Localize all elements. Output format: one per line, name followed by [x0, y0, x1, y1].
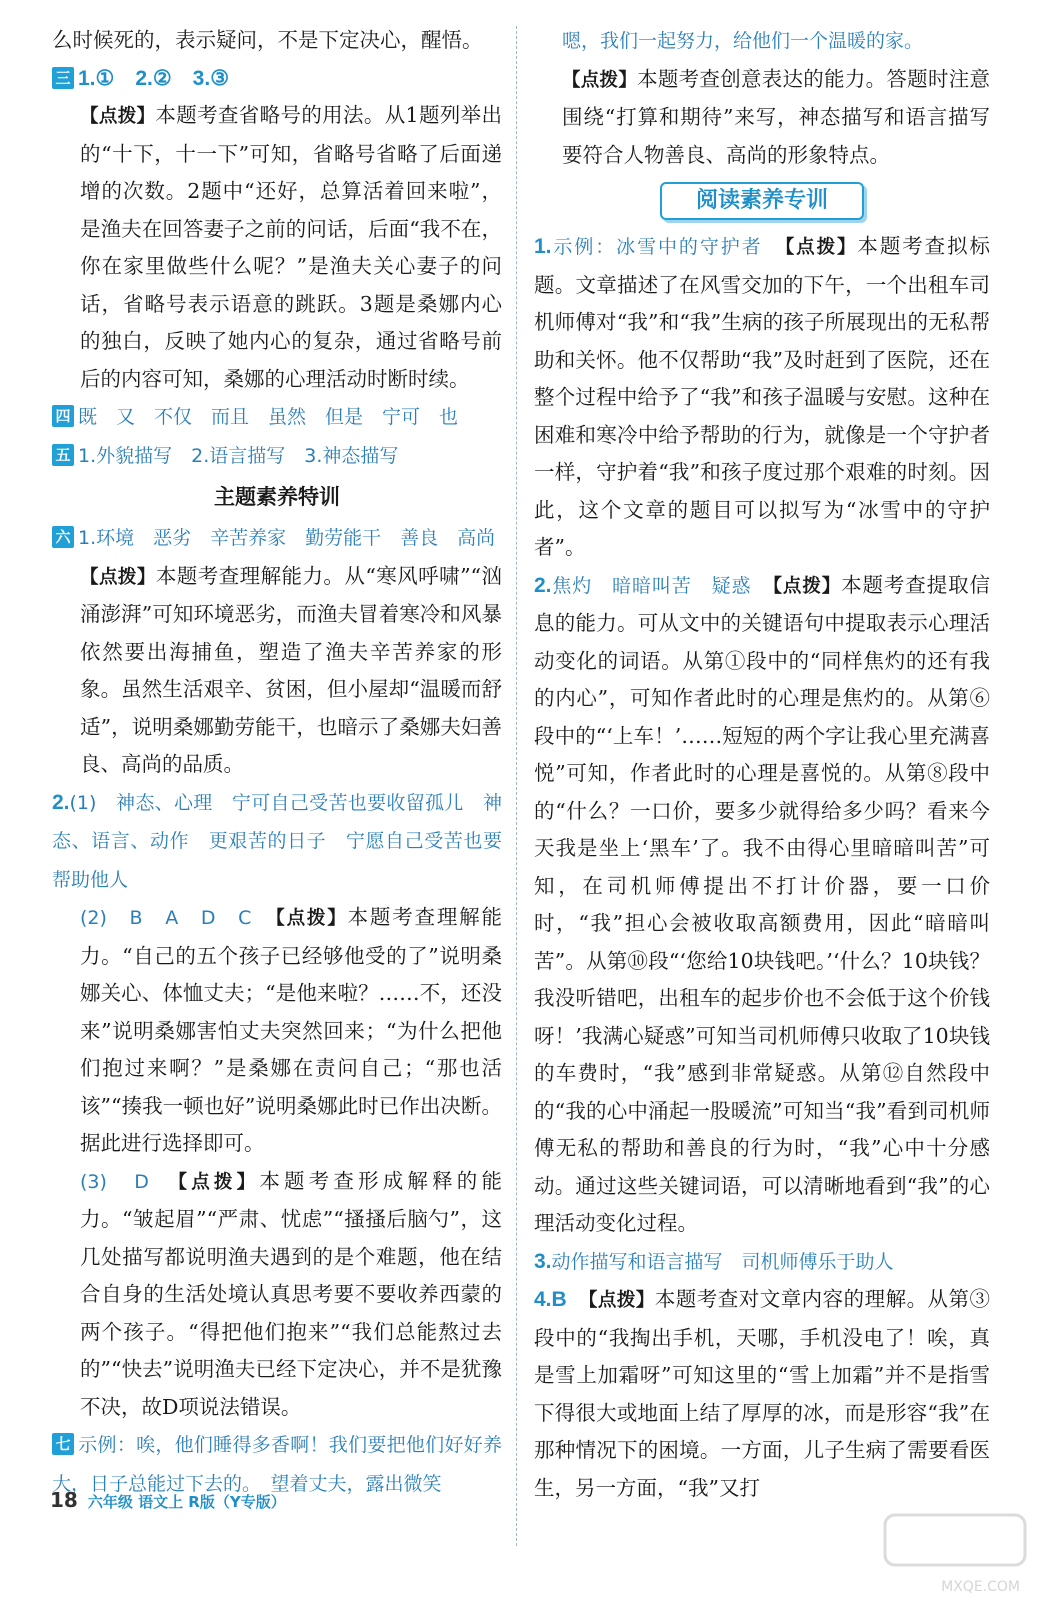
- tip-label: 【点拨】: [785, 237, 858, 258]
- section-title: 主题素养特训: [214, 485, 340, 509]
- section-mark: 六: [52, 526, 74, 548]
- tip-text: 本题考查拟标题。文章描述了在风雪交加的下午，一个出租车司机师傅对“我”和“我”生病的孩子所展现出的无私帮助和关怀。他不仅帮助“我”及时赶到了医院，还在整个过程中给予了“我”和孩子温暖与安慰。这种在困难和寒冷中给予帮助的行为，就像是一个守护者一样，守护着“我”和孩子度过那个艰难的时刻。因此，这个文章的题目可以拟写为“冰雪中的守护者”。: [534, 234, 990, 559]
- text-line: 么时候死的，表示疑问，不是下定决心，醒悟。: [52, 28, 483, 52]
- tip-label: 【点拨】: [588, 1290, 655, 1311]
- answer: 1.① 2.② 3.③: [78, 66, 230, 90]
- tip-label: 【点拨】: [562, 69, 638, 91]
- tip-text: 本题考查形成解释的能力。“皱起眉”“严肃、忧虑”“搔搔后脑勺”，这几处描写都说明渔夫遇到的是个难题，他在结合自身的生活处境认真思考要不要收养西蒙的两个孩子。“得把他们抱来”“我们总能熬过去的”“快去”说明渔夫已经下定决心，并不是犹豫不决，故D项说法错误。: [80, 1168, 502, 1419]
- tip-text: 本题考查对文章内容的理解。从第③段中的“我掏出手机，天哪，手机没电了！唉，真是雪上加霜呀”可知这里的“雪上加霜”并不是指雪下得很大或地面上结了厚厚的冰，而是形容“我”在那种情况下的困境。一方面，儿子生病了需要看医生，另一方面，“我”又打: [534, 1287, 991, 1500]
- tip-label: 【点拨】: [177, 1171, 260, 1193]
- tip-label: 【点拨】: [275, 908, 348, 929]
- question-number: 3.: [534, 1249, 552, 1273]
- watermark-logo: [880, 1510, 1030, 1595]
- tip-text: 本题考查理解能力。“自己的五个孩子已经够他受的了”说明桑娜关心、体恤丈夫；“是他来啦？……不，还没来”说明桑娜害怕丈夫突然回来；“为什么把他们抱过来啊？”是桑娜在责问自己；“那也活该”“揍我一顿也好”说明桑娜此时已作出决断。据此进行选择即可。: [80, 905, 502, 1155]
- answer: (1) 神态、心理 宁可自己受苦也要收留孤儿 神态、语言、动作 更艰苦的日子 宁愿自己受苦也要帮助他人: [52, 791, 502, 891]
- answer: B: [551, 1288, 567, 1311]
- tip-text: 本题考查理解能力。从“寒风呼啸”“汹涌澎湃”可知环境恶劣，而渔夫冒着寒冷和风暴依然要出海捕鱼，塑造了渔夫辛苦养家的形象。虽然生活艰辛、贫困，但小屋却“温暖而舒适”，说明桑娜勤劳能干，也暗示了桑娜夫妇善良、高尚的品质。: [80, 563, 502, 776]
- answer: 焦灼 暗暗叫苦 疑惑: [551, 574, 752, 597]
- answer: 动作描写和语言描写 司机师傅乐于助人: [551, 1250, 894, 1273]
- tip: [52, 97, 502, 398]
- left-column: [52, 22, 502, 1503]
- answer: 嗯，我们一起努力，给他们一个温暖的家。: [562, 30, 924, 52]
- section-four: [52, 398, 502, 437]
- answer: 1.环境 恶劣 辛苦养家 勤劳能干 善良 高尚: [78, 527, 496, 549]
- question-2-part-3: [52, 1163, 502, 1427]
- question-2-part-1: [52, 784, 502, 900]
- book-label: 六年级 语文上 R版（Y专版）: [87, 1493, 286, 1511]
- section-five: [52, 437, 502, 476]
- answer-line: [534, 22, 990, 61]
- right-column: [534, 22, 990, 1507]
- reading-q1: [534, 228, 990, 567]
- answer: 既 又 不仅 而且 虽然 但是 宁可 也: [78, 406, 459, 428]
- answer: 1.外貌描写 2.语言描写 3.神态描写: [78, 444, 399, 467]
- question-number: 2.: [534, 573, 552, 597]
- watermark-badge-icon: [880, 1510, 1030, 1570]
- question-2-part-2: [52, 899, 502, 1163]
- question-number: 2.: [52, 790, 70, 814]
- tip: [534, 61, 990, 175]
- question-number: 4.: [534, 1288, 552, 1311]
- tip-text: 本题考查提取信息的能力。可从文中的关键语句中提取表示心理活动变化的词语。从第①段中的“同样焦灼的还有我的内心”，可知作者此时的心理是焦灼的。从第⑥段中的“‘上车！’……短短的两个字让我心里充满喜悦”可知，作者此时的心理是喜悦的。从第⑧段中的“什么？一口价，要多少就得给多少吗？看来今天我是坐上‘黑车’了。我不由得心里暗暗叫苦”可知，在司机师傅提出不打计价器，要一口价时，“我”担心会被收取高额费用，因此“暗暗叫苦”。从第⑩段“‘您给10块钱吧。’‘什么？10块钱？我没听错吧，出租车的起步价也不会低于这个价钱呀！’我满心疑惑”可知当司机师傅只收取了10块钱的车费时，“我”感到非常疑惑。从第⑫自然段中的“我的心中涌起一股暖流”可知当“我”看到司机师傅无私的帮助和善良的行为时，“我”心中十分感动。通过这些关键词语，可以清晰地看到“我”的心理活动变化过程。: [534, 572, 990, 1235]
- reading-q2: [534, 567, 990, 1243]
- tip-text: 本题考查省略号的用法。从1题列举出的“十下，十一下”可知，省略号省略了后面递增的次数。2题中“还好，总算活着回来啦”，是渔夫在回答妻子之前的问话，后面“我不在，你在家里做些什么呢？”是渔夫关心妻子的问话，省略号表示语意的跳跃。3题是桑娜内心的独白，反映了她内心的复杂，通过省略号前后的内容可知，桑娜的心理活动时断时续。: [80, 103, 502, 391]
- tip-label: 【点拨】: [80, 566, 156, 588]
- section-banner: 阅读素养专训: [660, 182, 864, 220]
- section-mark: 五: [52, 444, 74, 466]
- column-divider: [516, 26, 517, 1546]
- section-mark: 三: [52, 67, 74, 89]
- page-footer: [50, 1488, 286, 1512]
- answer: (2) B A D C: [80, 907, 252, 929]
- answer: (3) D: [80, 1170, 149, 1193]
- tip: [52, 558, 502, 784]
- answer: 示例：冰雪中的守护者: [551, 236, 763, 258]
- section-six: [52, 519, 502, 558]
- tip-label: 【点拨】: [80, 106, 156, 127]
- page-number: 18: [50, 1488, 78, 1512]
- tip-label: 【点拨】: [772, 575, 842, 597]
- question-number: 1.: [534, 235, 552, 258]
- answer: 示例：唉，他们睡得多香啊！我们要把他们好好养大，日子总能过下去的。 望着丈夫，露出微笑: [52, 1434, 502, 1495]
- section-mark: 七: [52, 1433, 74, 1455]
- section-mark: 四: [52, 405, 74, 427]
- reading-q3: [534, 1243, 990, 1282]
- tip-text: 本题考查创意表达的能力。答题时注意围绕“打算和期待”来写，神态描写和语言描写要符合人物善良、高尚的形象特点。: [562, 66, 990, 167]
- section-three: [52, 60, 502, 98]
- watermark-text: MXQE.COM: [941, 1579, 1020, 1595]
- reading-q4: [534, 1281, 990, 1507]
